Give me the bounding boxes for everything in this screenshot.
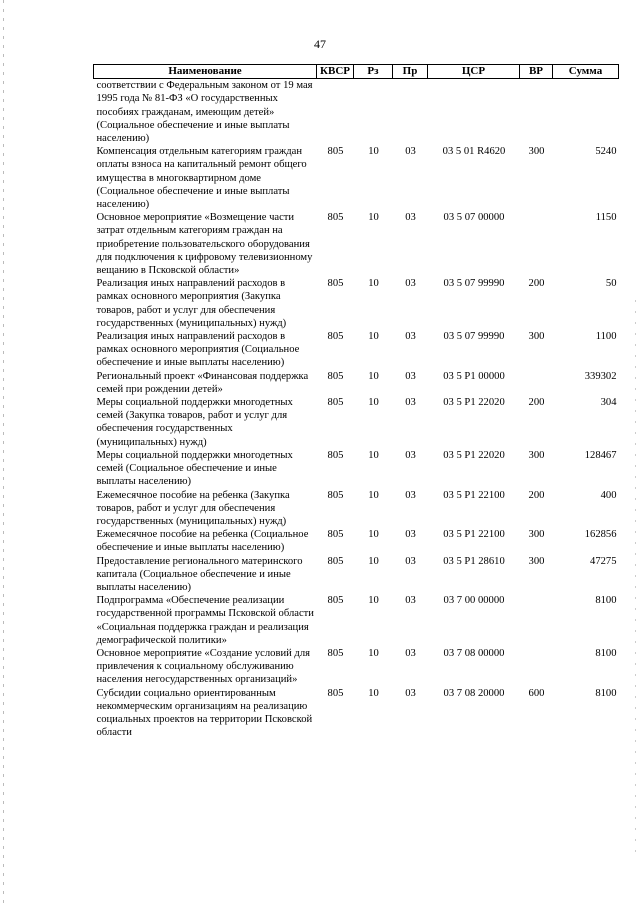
row-rz: 10: [368, 449, 379, 461]
header-vr: ВР: [520, 65, 553, 79]
row-vr: [520, 211, 553, 277]
row-csr: 03 5 P1 22100: [443, 489, 505, 501]
row-kvsr: 805: [327, 331, 344, 343]
row-vr: [520, 79, 553, 146]
row-name: Основное мероприятие «Создание условий для привлечения к социальному обслуживанию населения негосударственных организаций»: [96, 647, 310, 686]
row-name: Реализация иных направлений расходов в рамках основного мероприятия (Закупка товаров, работ и услуг для обеспечения государственных (муниципальных) нужд): [96, 278, 287, 329]
row-rz: 10: [368, 370, 379, 382]
row-rz: 10: [368, 489, 379, 501]
row-csr: 03 7 08 20000: [443, 687, 505, 699]
header-sum: Сумма: [553, 65, 619, 79]
row-csr: 03 5 P1 00000: [443, 370, 505, 382]
scan-edge-left: [3, 0, 4, 905]
row-sum: 47275: [590, 555, 617, 567]
row-kvsr: 805: [327, 529, 344, 541]
row-kvsr: 805: [327, 212, 344, 224]
table-row: [94, 687, 619, 740]
row-pr: 03: [405, 370, 416, 382]
row-pr: [393, 79, 428, 146]
row-name: Компенсация отдельным категориям граждан оплаты взноса на капитальный ремонт общего имущества в многоквартирном доме (Социальное обеспечение и иные выплаты населению): [96, 146, 307, 211]
row-rz: 10: [368, 687, 379, 699]
header-csr: ЦСР: [428, 65, 520, 79]
table-row: [94, 370, 619, 396]
row-sum: 128467: [584, 449, 617, 461]
row-csr: 03 5 P1 22020: [443, 449, 505, 461]
table-row: [94, 489, 619, 529]
row-vr: [520, 594, 553, 647]
row-pr: 03: [405, 647, 416, 659]
row-sum: 339302: [584, 370, 617, 382]
row-sum: 50: [605, 278, 617, 290]
row-csr: 03 5 07 99990: [443, 278, 505, 290]
header-pr: Пр: [393, 65, 428, 79]
row-name: Региональный проект «Финансовая поддержка семей при рождении детей»: [96, 370, 309, 395]
row-rz: 10: [368, 331, 379, 343]
row-rz: 10: [368, 146, 379, 158]
row-pr: 03: [405, 278, 416, 290]
row-csr: 03 5 P1 22100: [443, 529, 505, 541]
row-name: Основное мероприятие «Возмещение части затрат отдельным категориям граждан на приобретение пользовательского оборудования для подключения к цифровому телевизионному вещанию в Псковской области»: [96, 212, 313, 277]
row-sum: 8100: [595, 647, 617, 659]
row-sum: 304: [600, 397, 617, 409]
row-name: Предоставление регионального материнского капитала (Социальное обеспечение и иные выплаты населению): [96, 555, 303, 593]
table-body: [94, 79, 619, 740]
row-pr: 03: [405, 449, 416, 461]
row-kvsr: 805: [327, 449, 344, 461]
row-vr: [520, 647, 553, 687]
row-csr: [428, 79, 520, 146]
row-vr: 300: [528, 146, 545, 158]
row-rz: 10: [368, 212, 379, 224]
table-row: [94, 647, 619, 687]
row-name: Меры социальной поддержки многодетных семей (Закупка товаров, работ и услуг для обеспечения государственных (муниципальных) нужд): [96, 397, 293, 448]
row-sum: 8100: [595, 595, 617, 607]
row-rz: 10: [368, 397, 379, 409]
table-row: [94, 211, 619, 277]
budget-table: [93, 64, 619, 739]
table-row: [94, 277, 619, 330]
row-kvsr: 805: [327, 647, 344, 659]
row-pr: 03: [405, 529, 416, 541]
row-csr: 03 7 00 00000: [443, 595, 505, 607]
row-vr: 300: [528, 555, 545, 567]
row-pr: 03: [405, 595, 416, 607]
row-kvsr: 805: [327, 278, 344, 290]
row-sum: 1150: [595, 212, 617, 224]
table-row: [94, 79, 619, 146]
table-row: [94, 555, 619, 595]
row-kvsr: 805: [327, 370, 344, 382]
row-csr: 03 5 01 R4620: [442, 146, 506, 158]
row-name: Подпрограмма «Обеспечение реализации государственной программы Псковской области «Социальная поддержка граждан и реализация демографической политики»: [96, 595, 314, 646]
row-pr: 03: [405, 212, 416, 224]
row-kvsr: 805: [327, 687, 344, 699]
row-vr: 200: [528, 397, 545, 409]
row-name: Реализация иных направлений расходов в рамках основного мероприятия (Социальное обеспечение и иные выплаты населению): [96, 331, 300, 369]
row-name: соответствии с Федеральным законом от 19 мая 1995 года № 81-ФЗ «О государственных пособиях гражданам, имеющим детей» (Социальное обеспечение и иные выплаты населению): [96, 80, 313, 145]
row-name: Ежемесячное пособие на ребенка (Социальное обеспечение и иные выплаты населению): [96, 529, 309, 554]
table-row: [94, 145, 619, 211]
row-pr: 03: [405, 687, 416, 699]
row-sum: 162856: [584, 529, 617, 541]
table-row: [94, 330, 619, 370]
row-sum: 5240: [595, 146, 617, 158]
row-vr: 300: [528, 449, 545, 461]
header-rz: Рз: [354, 65, 393, 79]
row-rz: 10: [368, 595, 379, 607]
row-vr: 600: [528, 687, 545, 699]
row-csr: 03 5 07 00000: [443, 212, 505, 224]
row-rz: [354, 79, 393, 146]
row-rz: 10: [368, 529, 379, 541]
page-number: 47: [314, 37, 326, 51]
row-pr: 03: [405, 555, 416, 567]
header-name: Наименование: [94, 65, 317, 79]
table-row: [94, 396, 619, 449]
row-pr: 03: [405, 489, 416, 501]
row-kvsr: [317, 79, 354, 146]
row-vr: 200: [528, 278, 545, 290]
table-row: [94, 449, 619, 489]
row-csr: 03 7 08 00000: [443, 647, 505, 659]
row-name: Субсидии социально ориентированным некоммерческим организациям на реализацию социальных проектов на территории Псковской области: [96, 687, 313, 739]
row-csr: 03 5 07 99990: [443, 331, 505, 343]
row-sum: 400: [600, 489, 617, 501]
row-sum: 8100: [595, 687, 617, 699]
row-name: Меры социальной поддержки многодетных семей (Социальное обеспечение и иные выплаты населению): [96, 449, 293, 488]
row-csr: 03 5 P1 22020: [443, 397, 505, 409]
row-vr: [520, 370, 553, 396]
header-kvsr: КВСР: [317, 65, 354, 79]
row-sum: [553, 79, 619, 146]
row-vr: 200: [528, 489, 545, 501]
row-csr: 03 5 P1 28610: [443, 555, 505, 567]
scan-edge-right: [635, 300, 636, 860]
table-row: [94, 528, 619, 554]
row-kvsr: 805: [327, 146, 344, 158]
row-rz: 10: [368, 278, 379, 290]
table-row: [94, 594, 619, 647]
row-pr: 03: [405, 146, 416, 158]
row-kvsr: 805: [327, 489, 344, 501]
row-kvsr: 805: [327, 555, 344, 567]
row-vr: 300: [528, 331, 545, 343]
table-header-row: [94, 65, 619, 79]
row-pr: 03: [405, 397, 416, 409]
row-vr: 300: [528, 529, 545, 541]
row-kvsr: 805: [327, 397, 344, 409]
row-rz: 10: [368, 647, 379, 659]
row-pr: 03: [405, 331, 416, 343]
row-sum: 1100: [595, 331, 617, 343]
row-kvsr: 805: [327, 595, 344, 607]
row-name: Ежемесячное пособие на ребенка (Закупка товаров, работ и услуг для обеспечения государственных (муниципальных) нужд): [96, 489, 290, 527]
row-rz: 10: [368, 555, 379, 567]
